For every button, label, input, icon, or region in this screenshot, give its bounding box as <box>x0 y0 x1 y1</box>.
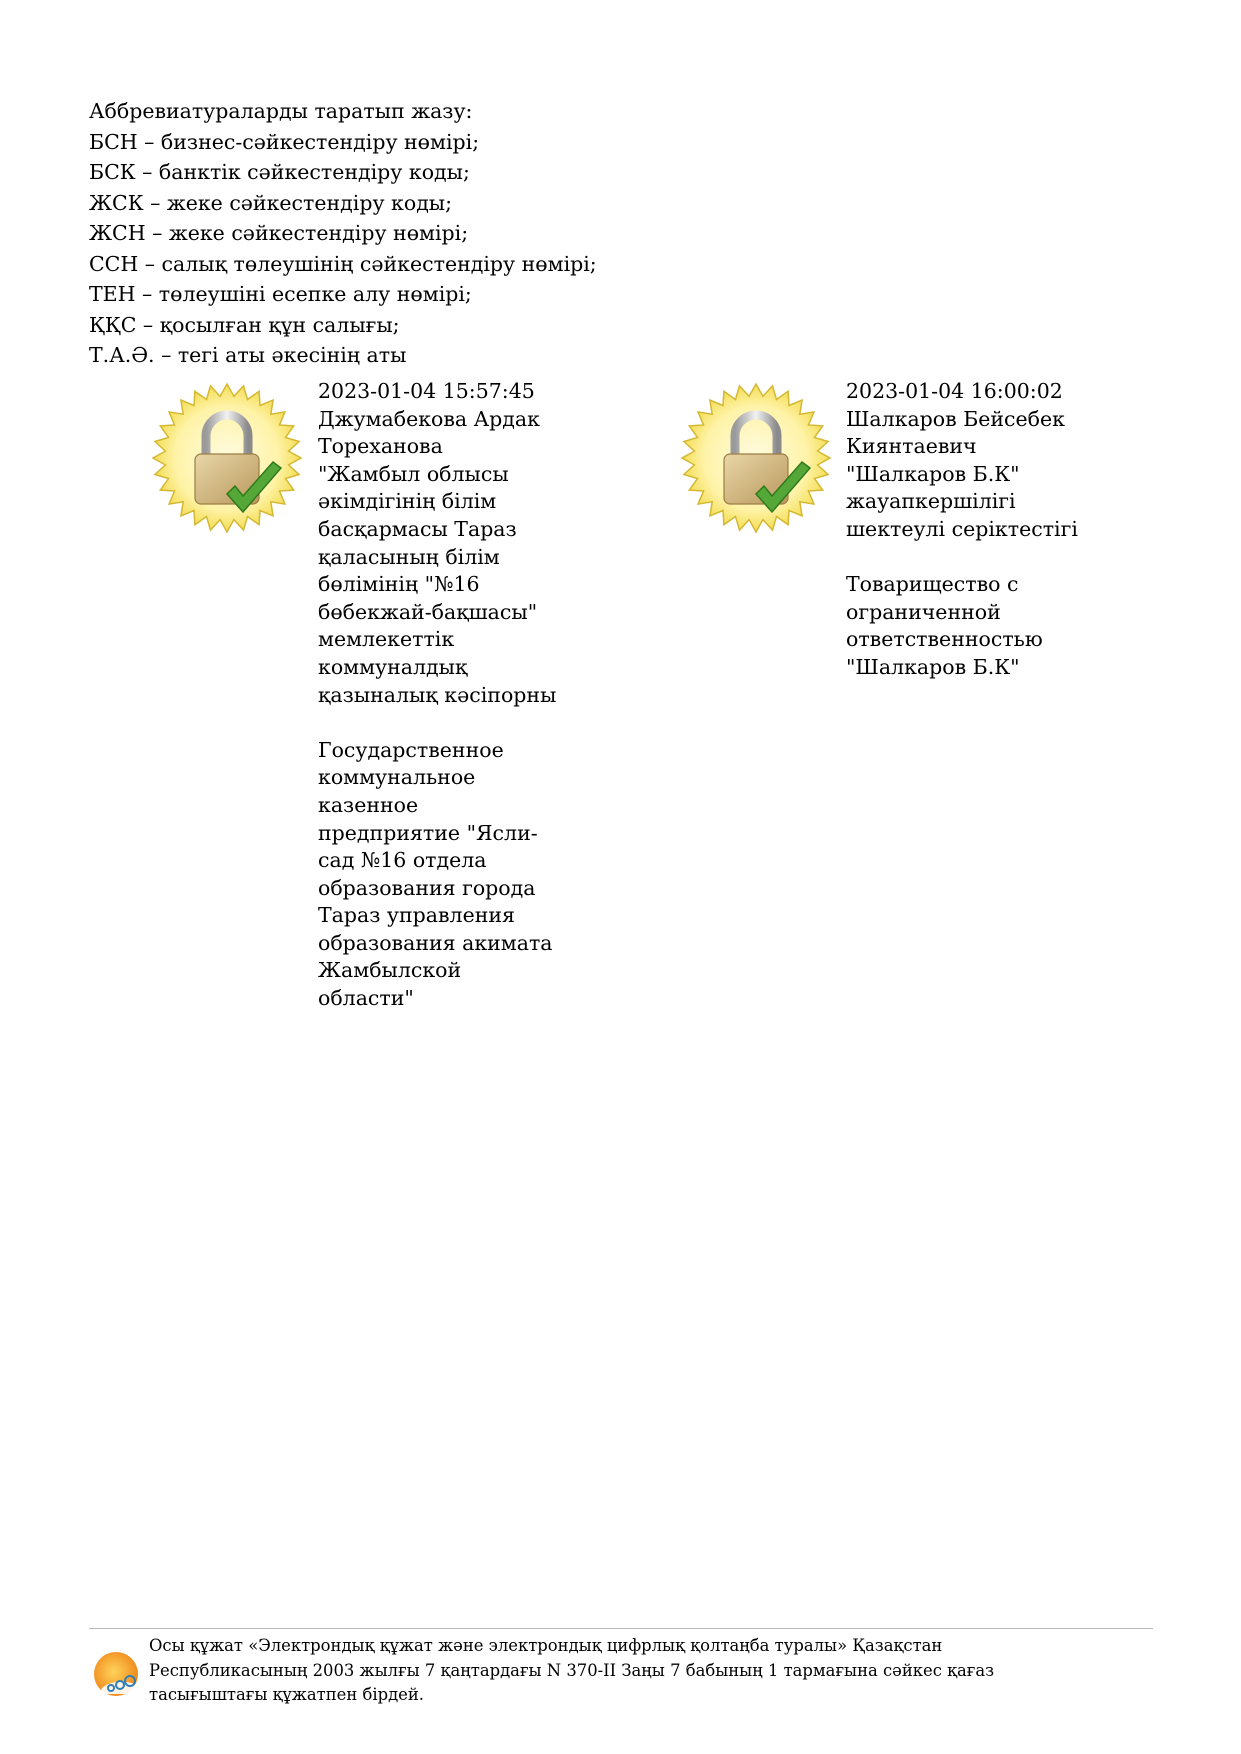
abbreviation-item: ТЕН – төлеушіні есепке алу нөмірі; <box>89 282 472 306</box>
signature-line: образования города <box>318 875 536 900</box>
abbreviation-item: Т.А.Ә. – тегі аты әкесінің аты <box>89 343 407 367</box>
abbreviation-item: ҚҚС – қосылған құн салығы; <box>89 312 400 337</box>
signature-line: Киянтаевич <box>846 434 977 459</box>
abbreviations-heading: Аббревиатураларды таратып жазу: <box>89 99 473 123</box>
signature-line: әкімдігінің білім <box>318 489 497 514</box>
abbreviation-item: ССН – салық төлеушінің сәйкестендіру нөмірі; <box>89 251 597 276</box>
footer-divider <box>89 1628 1153 1629</box>
signature-line: бөлімінің "№16 <box>318 572 480 597</box>
lock-checkmark-seal-icon <box>680 378 832 538</box>
footer-line: тасығыштағы құжатпен бірдей. <box>149 1685 424 1704</box>
signature-line: Государственное <box>318 737 504 762</box>
signature-line: Шалкаров Бейсебек <box>846 406 1065 431</box>
signature-line: қаласының білім <box>318 544 500 569</box>
signature-line: "Шалкаров Б.К" <box>846 654 1020 679</box>
signature-line: казенное <box>318 792 419 817</box>
egov-sun-logo-icon <box>90 1648 146 1700</box>
signature-line: области" <box>318 986 414 1011</box>
signature-line: Тореханова <box>318 434 443 459</box>
signature-line: коммуналдық <box>318 654 468 679</box>
abbreviation-item: ЖСН – жеке сәйкестендіру нөмірі; <box>89 221 469 245</box>
lock-checkmark-seal-icon <box>151 378 303 538</box>
abbreviations-block <box>89 96 597 371</box>
signature-line: сад №16 отдела <box>318 848 487 873</box>
signature-line: Товарищество с <box>846 572 1019 597</box>
abbreviation-item: БСН – бизнес-сәйкестендіру нөмірі; <box>89 129 480 154</box>
signature-line: басқармасы Тараз <box>318 516 517 541</box>
footer-legal-notice <box>149 1634 994 1708</box>
signature-line: мемлекеттік <box>318 627 455 652</box>
footer-line: Осы құжат «Электрондық құжат және электрондық цифрлық қолтаңба туралы» Қазақстан <box>149 1636 943 1655</box>
signature-line: Джумабекова Ардак <box>318 406 540 431</box>
signature-details <box>318 406 556 1013</box>
signature-line: предприятие "Ясли- <box>318 820 538 845</box>
signature-line: жауапкершілігі <box>846 489 1016 514</box>
signature-line: образования акимата <box>318 930 553 955</box>
abbreviation-item: БСК – банктік сәйкестендіру коды; <box>89 160 470 184</box>
signature-timestamp: 2023-01-04 15:57:45 <box>318 379 535 403</box>
signature-block-1 <box>318 378 556 1013</box>
abbreviation-item: ЖСК – жеке сәйкестендіру коды; <box>89 190 453 215</box>
footer-line: Республикасының 2003 жылғы 7 қаңтардағы N 370-II Заңы 7 бабының 1 тармағына сәйкес қағаз <box>149 1660 995 1680</box>
signature-line: коммунальное <box>318 765 476 790</box>
signature-line: ответственностью <box>846 627 1043 652</box>
signature-line: Тараз управления <box>318 903 515 928</box>
signature-line: ограниченной <box>846 599 1001 624</box>
signature-line: шектеулі серіктестігі <box>846 516 1078 541</box>
signature-line: қазыналық кәсіпорны <box>318 682 557 707</box>
signature-line: "Шалкаров Б.К" <box>846 461 1020 486</box>
signature-line: "Жамбыл облысы <box>318 461 509 486</box>
signature-timestamp: 2023-01-04 16:00:02 <box>846 379 1063 403</box>
signature-line: бөбекжай-бақшасы" <box>318 599 538 624</box>
signature-line <box>318 709 556 737</box>
signature-block-2 <box>846 378 1078 682</box>
signature-line <box>846 544 1078 572</box>
signature-line: Жамбылской <box>318 958 462 983</box>
signature-details <box>846 406 1078 682</box>
